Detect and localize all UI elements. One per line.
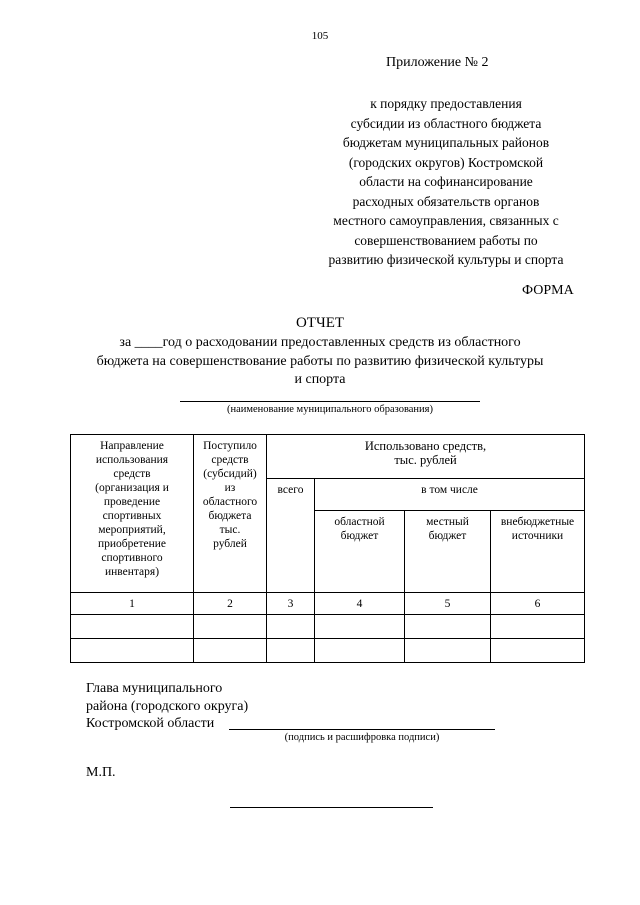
table-cell[interactable] [71, 639, 194, 663]
table-cell[interactable] [315, 639, 405, 663]
report-table [70, 434, 585, 663]
col2-header: Поступило средств (субсидий) из областного бюджета тыс. рублей [194, 435, 267, 593]
including-header: в том числе [315, 479, 585, 511]
appendix-line: развитию физической культуры и спорта [328, 252, 564, 267]
table-cell[interactable] [71, 615, 194, 639]
table-cell[interactable] [315, 615, 405, 639]
table-cell[interactable] [491, 615, 585, 639]
column-number: 1 [71, 593, 194, 615]
table-cell[interactable] [194, 615, 267, 639]
municipality-caption: (наименование муниципального образования) [226, 404, 434, 415]
appendix-line: расходных обязательств органов [352, 193, 540, 209]
signature-block [86, 680, 248, 733]
report-subtitle [95, 334, 545, 390]
appendix-line: (городских округов) Костромской [348, 154, 544, 170]
signature-line: района (городского округа) [86, 698, 249, 714]
column-number: 3 [267, 593, 315, 615]
signature-caption: (подпись и расшифровка подписи) [284, 732, 440, 743]
col1-header: Направление использования средств (организация и проведение спортивных мероприятий, приобретение спортивного инвентаря) [71, 435, 194, 593]
column-number-row [71, 593, 585, 615]
used-funds-header: Использовано средств, тыс. рублей [267, 435, 585, 479]
column-number: 2 [194, 593, 267, 615]
appendix-title: Приложение № 2 [386, 55, 489, 70]
appendix-line: к порядку предоставления [370, 96, 522, 111]
table-cell[interactable] [491, 639, 585, 663]
column-number: 4 [315, 593, 405, 615]
municipality-name-field[interactable] [180, 401, 480, 402]
signature-line: Глава муниципального [86, 681, 223, 696]
report-title: ОТЧЕТ [295, 315, 345, 331]
signature-field[interactable] [229, 729, 495, 730]
signature-line: Костромской области [86, 716, 215, 731]
appendix-text [296, 94, 596, 270]
bottom-line [230, 807, 433, 808]
appendix-line: субсидии из областного бюджета [350, 115, 542, 131]
table-cell[interactable] [405, 639, 491, 663]
regional-budget-header: областной бюджет [315, 511, 405, 593]
report-subtitle-line: бюджета на совершенствование работы по развитию физической культуры [96, 353, 544, 369]
appendix-line: совершенствованием работы по [354, 232, 538, 248]
table-cell[interactable] [194, 639, 267, 663]
table-cell[interactable] [405, 615, 491, 639]
appendix-line: бюджетам муниципальных районов [342, 135, 550, 150]
total-header: всего [267, 479, 315, 593]
report-subtitle-line: за ____год о расходовании предоставленных средств из областного [119, 335, 521, 350]
table-cell[interactable] [267, 615, 315, 639]
report-subtitle-line: и спорта [294, 372, 346, 387]
page-number: 105 [311, 30, 329, 42]
column-number: 6 [491, 593, 585, 615]
extrabudgetary-header: внебюджетные источники [491, 511, 585, 593]
local-budget-header: местный бюджет [405, 511, 491, 593]
table-row [71, 639, 585, 663]
appendix-line: местного самоуправления, связанных с [333, 213, 559, 228]
table-row [71, 615, 585, 639]
form-label: ФОРМА [522, 283, 574, 298]
table-cell[interactable] [267, 639, 315, 663]
appendix-line: области на софинансирование [359, 174, 533, 189]
column-number: 5 [405, 593, 491, 615]
stamp-label: М.П. [86, 765, 116, 780]
